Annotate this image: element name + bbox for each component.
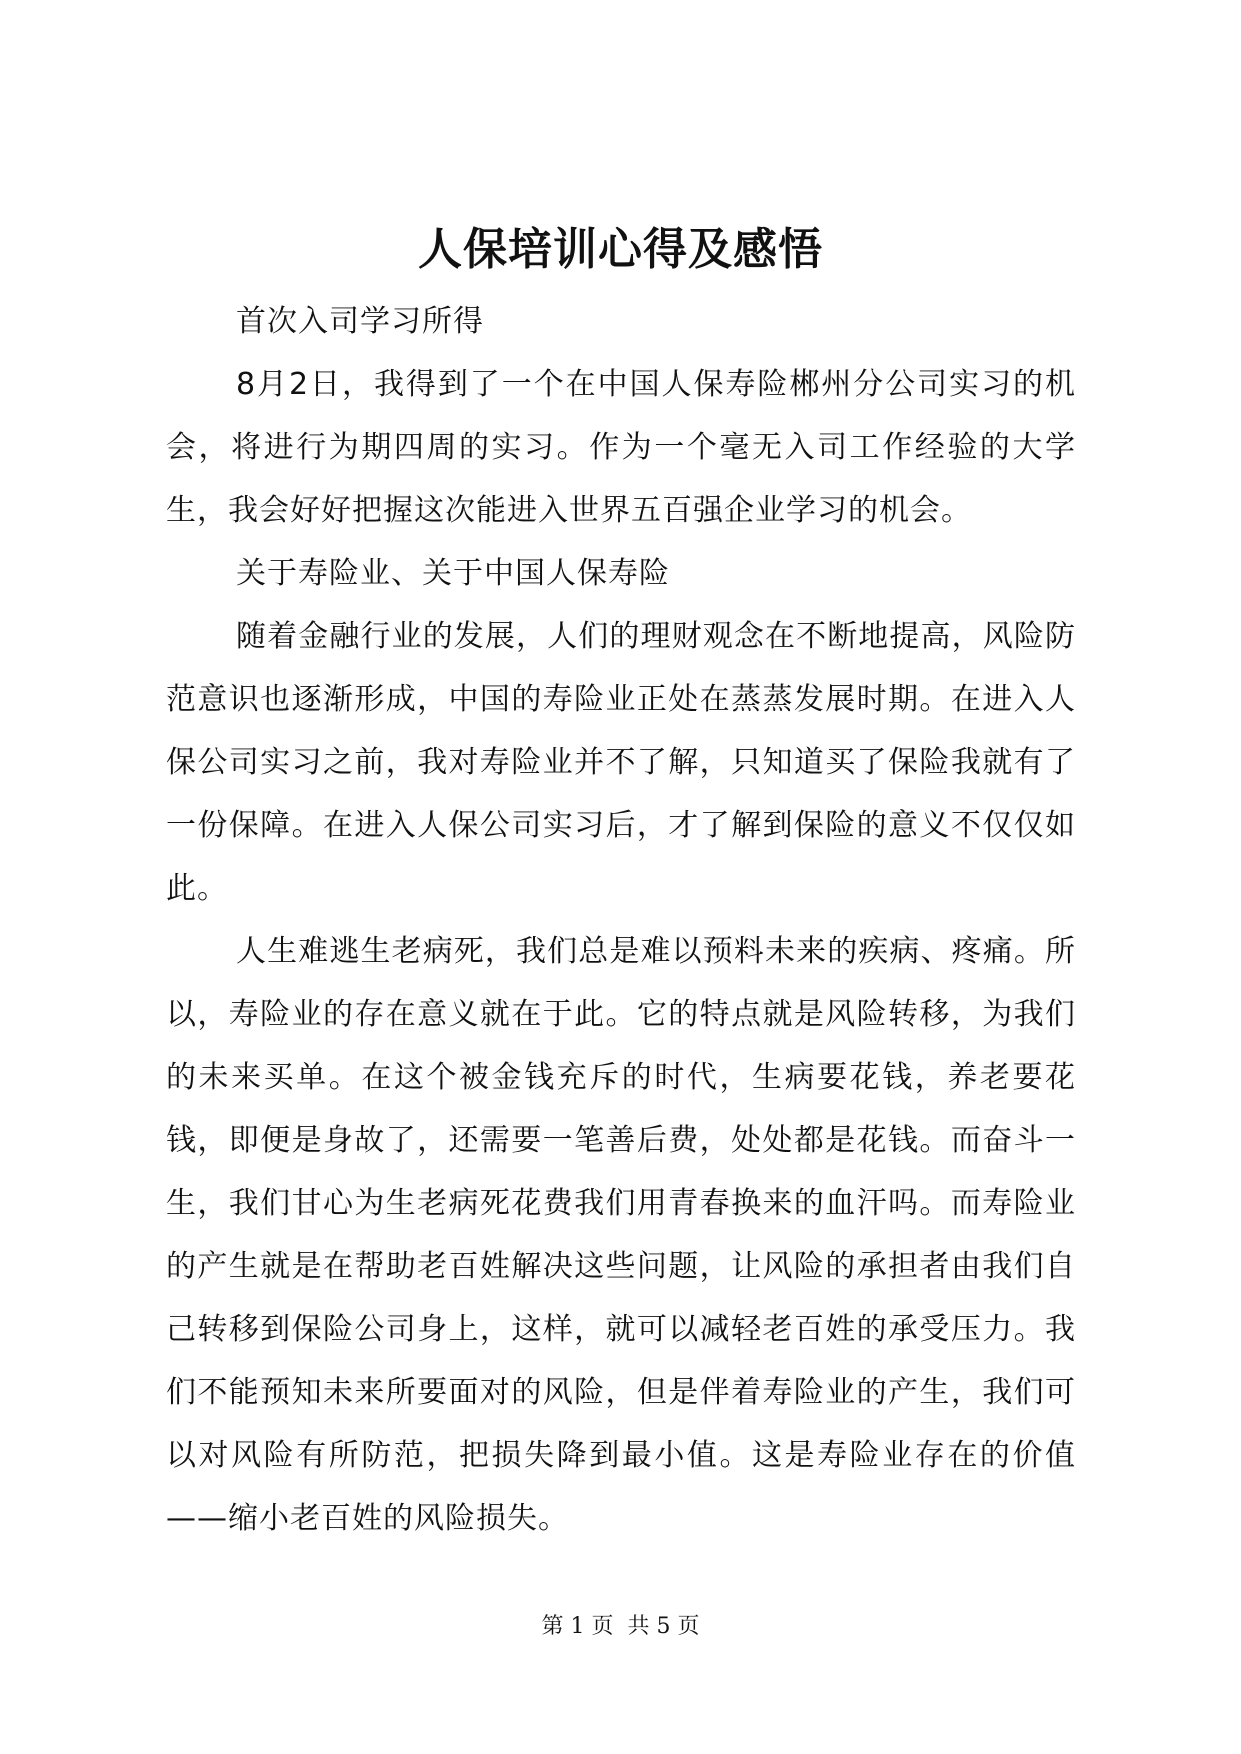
document-title: 人保培训心得及感悟 bbox=[418, 224, 823, 275]
document-body bbox=[166, 290, 1076, 1550]
paragraph-section-heading-1: 首次入司学习所得 bbox=[236, 304, 484, 339]
paragraph-value: 人生难逃生老病死，我们总是难以预料未来的疾病、疼痛。所以，寿险业的存在意义就在于此。它的特点就是风险转移，为我们的未来买单。在这个被金钱充斥的时代，生病要花钱，养老要花钱，即便是身故了，还需要一笔善后费，处处都是花钱。而奋斗一生，我们甘心为生老病死花费我们用青春换来的血汗吗。而寿险业的产生就是在帮助老百姓解决这些问题，让风险的承担者由我们自己转移到保险公司身上，这样，就可以减轻老百姓的承受压力。我们不能预知未来所要面对的风险，但是伴着寿险业的产生，我们可以对风险有所防范，把损失降到最小值。这是寿险业存在的价值——缩小老百姓的风险损失。 bbox=[166, 934, 1076, 1536]
page-footer bbox=[0, 1612, 1241, 1642]
paragraph-industry: 随着金融行业的发展，人们的理财观念在不断地提高，风险防范意识也逐渐形成，中国的寿险业正处在蒸蒸发展时期。在进入人保公司实习之前，我对寿险业并不了解，只知道买了保险我就有了一份保障。在进入人保公司实习后，才了解到保险的意义不仅仅如此。 bbox=[166, 619, 1076, 906]
paragraph-section-heading-2: 关于寿险业、关于中国人保寿险 bbox=[236, 556, 670, 591]
page-number-label: 第 1 页 共 5 页 bbox=[541, 1614, 700, 1639]
paragraph-intro: 8月2日，我得到了一个在中国人保寿险郴州分公司实习的机会，将进行为期四周的实习。作为一个毫无入司工作经验的大学生，我会好好把握这次能进入世界五百强企业学习的机会。 bbox=[166, 367, 1076, 528]
